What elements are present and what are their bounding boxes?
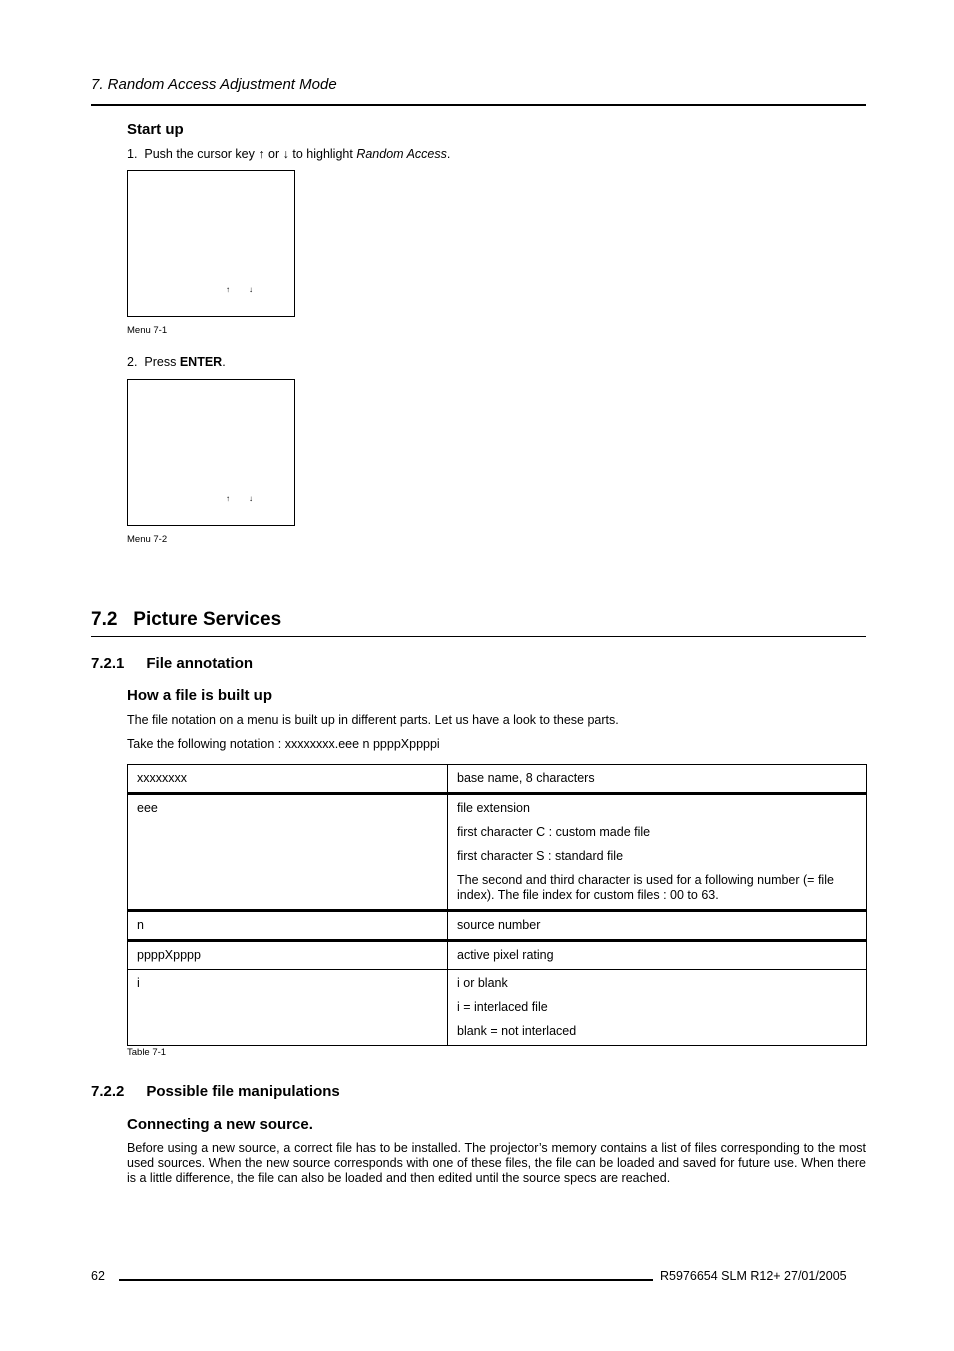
document-reference: R5976654 SLM R12+ 27/01/2005 — [660, 1269, 847, 1283]
table-row — [128, 941, 867, 970]
subsection-number: 7.2.2 — [91, 1083, 125, 1100]
file-notation-table — [127, 764, 867, 1046]
table-key-cell: eee — [128, 794, 448, 911]
menu-7-2-caption: Menu 7-2 — [127, 534, 168, 545]
desc-line: The second and third character is used for a following number (= file index). The file index for custom files : 00 to 63. — [457, 873, 834, 902]
desc-line: first character S : standard file — [457, 849, 624, 863]
table-row — [128, 765, 867, 794]
table-key-cell: n — [128, 911, 448, 941]
menu-7-1-image — [127, 170, 295, 317]
intro-text: The file notation on a menu is built up in different parts. Let us have a look to these parts. — [127, 713, 619, 727]
section-number: 7.2 — [91, 609, 118, 630]
step-2 — [127, 355, 226, 369]
table-desc-cell — [448, 794, 867, 911]
table-key-cell: xxxxxxxx — [128, 765, 448, 794]
step-2-key: ENTER — [179, 355, 223, 369]
desc-line: active pixel rating — [457, 948, 554, 962]
step-1-number: 1. — [127, 147, 138, 161]
header-rule — [91, 104, 866, 106]
step-2-end: . — [222, 355, 226, 369]
table-row — [128, 970, 867, 1046]
up-arrow-icon: ↑ — [226, 494, 230, 503]
subsection-7-2-2-title — [91, 1083, 340, 1100]
step-1 — [127, 147, 450, 161]
how-file-built-heading: How a file is built up — [127, 687, 273, 704]
subsection-number: 7.2.1 — [91, 655, 125, 672]
startup-title: Start up — [127, 121, 184, 138]
notation-text: Take the following notation : xxxxxxxx.eee n ppppXppppi — [127, 737, 440, 751]
step-1-text: Push the cursor key ↑ or ↓ to highlight — [144, 147, 357, 161]
footer-rule — [119, 1279, 653, 1281]
page-number: 62 — [91, 1269, 105, 1283]
chapter-header: 7. Random Access Adjustment Mode — [91, 76, 337, 93]
step-1-emphasis: Random Access — [356, 147, 447, 161]
table-desc-cell — [448, 941, 867, 970]
menu-7-1-caption: Menu 7-1 — [127, 325, 168, 336]
desc-line: i or blank — [457, 976, 508, 990]
step-2-text: Press — [144, 355, 180, 369]
desc-line: first character C : custom made file — [457, 825, 651, 839]
down-arrow-icon: ↓ — [249, 285, 253, 294]
table-desc-cell — [448, 911, 867, 941]
desc-line: blank = not interlaced — [457, 1024, 577, 1038]
subsection-name: File annotation — [146, 655, 254, 672]
table-key-cell: i — [128, 970, 448, 1046]
connecting-source-heading: Connecting a new source. — [127, 1116, 313, 1133]
up-arrow-icon: ↑ — [226, 285, 230, 294]
section-rule — [91, 636, 866, 637]
table-key-cell: ppppXpppp — [128, 941, 448, 970]
table-row — [128, 794, 867, 911]
desc-line: base name, 8 characters — [457, 771, 595, 785]
desc-line: i = interlaced file — [457, 1000, 548, 1014]
section-title — [91, 609, 281, 631]
menu-7-2-image — [127, 379, 295, 526]
desc-line: source number — [457, 918, 541, 932]
subsection-7-2-1-title — [91, 655, 253, 672]
subsection-name: Possible file manipulations — [146, 1083, 340, 1100]
desc-line: file extension — [457, 801, 530, 815]
table-desc-cell — [448, 970, 867, 1046]
section-name: Picture Services — [133, 609, 282, 630]
step-2-number: 2. — [127, 355, 138, 369]
table-desc-cell — [448, 765, 867, 794]
connecting-source-paragraph: Before using a new source, a correct file has to be installed. The projector’s memory contains a list of files corresponding to the most used sources. When the new source corresponds with one of these files, the file can be loaded and saved for future use. When there is a little difference, the file can also be loaded and then edited until the source specs are reached. — [127, 1141, 866, 1185]
down-arrow-icon: ↓ — [249, 494, 253, 503]
table-row — [128, 911, 867, 941]
table-caption: Table 7-1 — [127, 1047, 167, 1058]
step-1-end: . — [446, 147, 451, 161]
